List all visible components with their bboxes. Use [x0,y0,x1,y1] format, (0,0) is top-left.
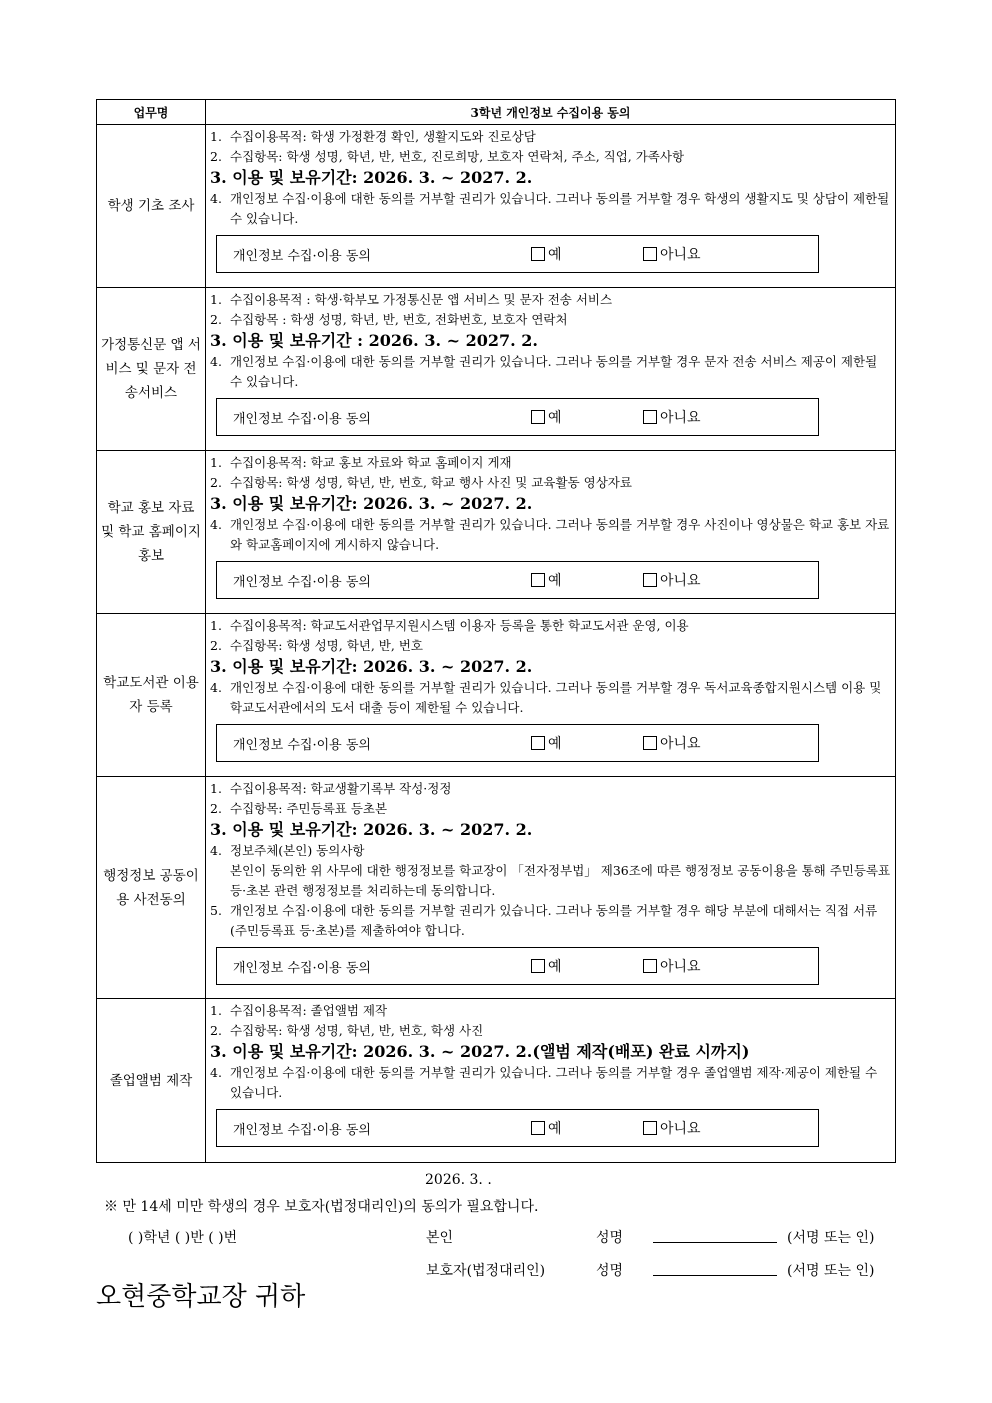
consent-yes-option[interactable] [531,956,562,976]
guardian-name-field[interactable] [653,1260,777,1276]
item-text: 수집항목: 학생 성명, 학년, 반, 번호, 진로희망, 보호자 연락처, 주소, 직업, 가족사항 [230,149,685,164]
no-label: 아니요 [660,959,701,975]
consent-yes-option[interactable] [531,570,562,590]
consent-table [96,99,896,1163]
item-number: 4. [210,680,222,695]
item-text: 개인정보 수집·이용에 대한 동의를 거부할 권리가 있습니다. 그러나 동의를 거부할 경우 독서교육종합지원시스템 이용 및 학교도서관에서의 도서 대출 등이 제한될 수 있습니다. [230,680,882,715]
consent-item [210,147,891,167]
item-text: 수집이용목적 : 학생·학부모 가정통신문 앱 서비스 및 문자 전송 서비스 [230,292,613,307]
item-number: 1. [210,129,222,144]
consent-no-option[interactable] [643,570,701,590]
no-label: 아니요 [660,410,701,426]
task-name: 졸업앨범 제작 [97,999,206,1163]
consent-box [216,1109,819,1147]
header-task: 업무명 [97,100,206,125]
item-text: 본인이 동의한 위 사무에 대한 행정정보를 학교장이 「전자정부법」 제36조에 따른 행정정보 공동이용을 통해 주민등록표 등·초본 관련 행정정보를 처리하는데 동의합니다. [230,863,891,898]
task-name: 학교도서관 이용자 등록 [97,614,206,777]
consent-item [210,779,891,799]
consent-label: 개인정보 수집·이용 동의 [233,249,371,264]
item-number: 1. [210,781,222,796]
grade-class-number: ( )학년 ( )반 ( )번 [128,1230,238,1246]
task-name: 행정정보 공동이용 사전동의 [97,777,206,999]
yes-checkbox[interactable] [531,573,545,587]
section-row [97,614,896,777]
task-content [206,614,896,777]
yes-label: 예 [548,736,562,752]
item-text: 수집항목 : 학생 성명, 학년, 반, 번호, 전화번호, 보호자 연락처 [230,312,568,327]
item-number: 4. [210,843,222,858]
addressee: 오현중학교장 귀하 [96,1282,306,1312]
consent-item [210,189,891,229]
yes-checkbox[interactable] [531,247,545,261]
no-checkbox[interactable] [643,410,657,424]
item-text: 개인정보 수집·이용에 대한 동의를 거부할 권리가 있습니다. 그러나 동의를 거부할 경우 해당 부분에 대해서는 직접 서류(주민등록표 등·초본)를 제출하여야 합니다. [230,903,878,938]
item-text: 수집이용목적: 학교생활기록부 작성·정정 [230,781,452,796]
no-checkbox[interactable] [643,573,657,587]
self-sign-note: (서명 또는 인) [787,1230,875,1246]
yes-checkbox[interactable] [531,959,545,973]
guardian-sign-note: (서명 또는 인) [787,1263,875,1279]
no-checkbox[interactable] [643,1121,657,1135]
item-text: 수집항목: 학생 성명, 학년, 반, 번호, 학생 사진 [230,1023,484,1038]
consent-item [210,310,891,330]
item-number: 2. [210,312,222,327]
item-number: 1. [210,618,222,633]
item-number: 1. [210,292,222,307]
yes-label: 예 [548,573,562,589]
self-label: 본인 [426,1230,454,1246]
task-name: 가정통신문 앱 서비스 및 문자 전송서비스 [97,288,206,451]
consent-item [210,841,891,861]
consent-label: 개인정보 수집·이용 동의 [233,738,371,753]
consent-item [210,1001,891,1021]
consent-yes-option[interactable] [531,244,562,264]
item-text: 정보주체(본인) 동의사항 [230,843,365,858]
table-header-row [97,100,896,125]
consent-item [210,473,891,493]
item-number: 4. [210,517,222,532]
consent-box [216,947,819,985]
consent-item [210,127,891,147]
task-content [206,999,896,1163]
retention-period: 3. 이용 및 보유기간: 2026. 3. ~ 2027. 2. [210,168,533,187]
self-name-field[interactable] [653,1227,777,1243]
item-number: 5. [210,903,222,918]
item-text: 개인정보 수집·이용에 대한 동의를 거부할 권리가 있습니다. 그러나 동의를 거부할 경우 졸업앨범 제작·제공이 제한될 수 있습니다. [230,1065,878,1100]
no-label: 아니요 [660,1121,701,1137]
yes-label: 예 [548,410,562,426]
retention-period: 3. 이용 및 보유기간: 2026. 3. ~ 2027. 2. [210,494,533,513]
task-content [206,288,896,451]
date-line: 2026. 3. . [425,1172,492,1188]
yes-checkbox[interactable] [531,410,545,424]
consent-item [210,1021,891,1041]
item-number: 1. [210,455,222,470]
item-text: 수집항목: 주민등록표 등초본 [230,801,388,816]
item-number: 2. [210,801,222,816]
item-text: 수집이용목적: 학생 가정환경 확인, 생활지도와 진로상담 [230,129,536,144]
consent-yes-option[interactable] [531,1118,562,1138]
consent-item [210,1063,891,1103]
item-text: 개인정보 수집·이용에 대한 동의를 거부할 권리가 있습니다. 그러나 동의를 거부할 경우 문자 전송 서비스 제공이 제한될 수 있습니다. [230,354,878,389]
no-checkbox[interactable] [643,247,657,261]
consent-yes-option[interactable] [531,407,562,427]
item-text: 수집이용목적: 졸업앨범 제작 [230,1003,388,1018]
no-checkbox[interactable] [643,959,657,973]
consent-item [210,352,891,392]
guardian-name-label: 성명 [596,1263,624,1279]
consent-no-option[interactable] [643,1118,701,1138]
item-number: 2. [210,149,222,164]
no-label: 아니요 [660,573,701,589]
consent-box [216,235,819,273]
task-name: 학교 홍보 자료 및 학교 홈페이지 홍보 [97,451,206,614]
item-text: 수집이용목적: 학교 홍보 자료와 학교 홈페이지 게재 [230,455,512,470]
consent-item [210,290,891,310]
consent-item [210,515,891,555]
consent-box [216,398,819,436]
item-text: 수집항목: 학생 성명, 학년, 반, 번호 [230,638,423,653]
retention-period: 3. 이용 및 보유기간: 2026. 3. ~ 2027. 2.(앨범 제작(배포) 완료 시까지) [210,1042,750,1061]
consent-no-option[interactable] [643,407,701,427]
item-number: 2. [210,1023,222,1038]
section-row [97,777,896,999]
item-number: 4. [210,354,222,369]
header-title: 3학년 개인정보 수집이용 동의 [206,100,896,125]
yes-label: 예 [548,959,562,975]
consent-item [210,901,891,941]
consent-no-option[interactable] [643,956,701,976]
section-row [97,451,896,614]
consent-item [210,861,891,901]
consent-item [210,616,891,636]
consent-box [216,561,819,599]
no-label: 아니요 [660,247,701,263]
consent-label: 개인정보 수집·이용 동의 [233,1123,371,1138]
consent-label: 개인정보 수집·이용 동의 [233,412,371,427]
item-text: 수집항목: 학생 성명, 학년, 반, 번호, 학교 행사 사진 및 교육활동 영상자료 [230,475,632,490]
consent-item [210,799,891,819]
consent-no-option[interactable] [643,244,701,264]
item-number: 4. [210,191,222,206]
consent-no-option[interactable] [643,733,701,753]
notice-text: ※ 만 14세 미만 학생의 경우 보호자(법정대리인)의 동의가 필요합니다. [104,1199,539,1215]
self-name-label: 성명 [596,1230,624,1246]
yes-checkbox[interactable] [531,1121,545,1135]
item-text: 개인정보 수집·이용에 대한 동의를 거부할 권리가 있습니다. 그러나 동의를 거부할 경우 학생의 생활지도 및 상담이 제한될 수 있습니다. [230,191,890,226]
item-number: 2. [210,475,222,490]
item-text: 수집이용목적: 학교도서관업무지원시스템 이용자 등록을 통한 학교도서관 운영, 이용 [230,618,689,633]
task-name: 학생 기초 조사 [97,125,206,288]
item-number: 4. [210,1065,222,1080]
item-text: 개인정보 수집·이용에 대한 동의를 거부할 권리가 있습니다. 그러나 동의를 거부할 경우 사진이나 영상물은 학교 홍보 자료와 학교홈페이지에 게시하지 않습니다. [230,517,890,552]
consent-yes-option[interactable] [531,733,562,753]
no-checkbox[interactable] [643,736,657,750]
item-number: 1. [210,1003,222,1018]
yes-label: 예 [548,1121,562,1137]
retention-period: 3. 이용 및 보유기간 : 2026. 3. ~ 2027. 2. [210,331,538,350]
no-label: 아니요 [660,736,701,752]
task-content [206,125,896,288]
consent-item [210,678,891,718]
item-number: 2. [210,638,222,653]
section-row [97,999,896,1163]
consent-item [210,453,891,473]
consent-label: 개인정보 수집·이용 동의 [233,961,371,976]
consent-box [216,724,819,762]
consent-label: 개인정보 수집·이용 동의 [233,575,371,590]
section-row [97,125,896,288]
section-row [97,288,896,451]
yes-label: 예 [548,247,562,263]
task-content [206,777,896,999]
yes-checkbox[interactable] [531,736,545,750]
retention-period: 3. 이용 및 보유기간: 2026. 3. ~ 2027. 2. [210,657,533,676]
retention-period: 3. 이용 및 보유기간: 2026. 3. ~ 2027. 2. [210,820,533,839]
consent-item [210,636,891,656]
task-content [206,451,896,614]
guardian-label: 보호자(법정대리인) [426,1263,546,1279]
